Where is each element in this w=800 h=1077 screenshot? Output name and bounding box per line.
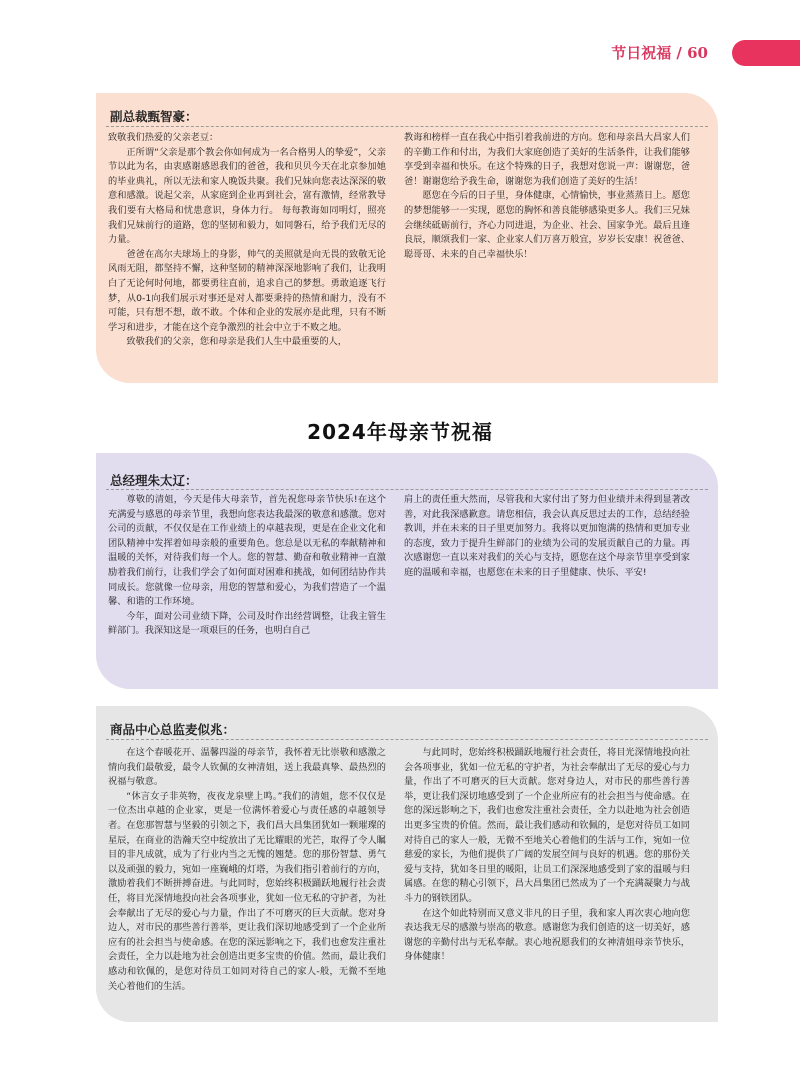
paragraph: 尊敬的清姐，今天是伟大母亲节，首先祝您母亲节快乐!在这个充满爱与感恩的母亲节里，我想向您表达我最深的敬意和感激。您对公司的贡献，不仅仅是在工作业绩上的卓越表现，更是在企业文化和团队精神中发挥着如母亲般的重要角色。您总是以无私的奉献精神和温暖的关怀，对待我们每一个人。您的智慧、勤奋和敬业精神一直激励着我们前行，让我们学会了如何面对困难和挑战，如何团结协作共同成长。您就像一位母亲，用您的智慧和爱心，为我们营造了一个温馨、和谐的工作环境。 [108,494,386,608]
dashed-divider [106,126,708,127]
section-title: 2024年母亲节祝福 [307,420,493,444]
greeting-panel-vice-president [96,93,718,383]
header-accent-pill [732,40,800,66]
left-column [108,131,386,350]
paragraph: 与此同时，您始终积极踊跃地履行社会责任，将目光深情地投向社会各项事业，犹如一位无私的守护者，为社会奉献出了无尽的爱心与力量，作出了不可磨灭的巨大贡献。您对身边人，对市民的那些善行善举，更让我们深切地感受到了一个企业所应有的社会担当与使命感。在您的深远影响之下，我们也愈发注重社会责任，全力以赴地为社会创造出更多宝贵的价值。然而，最让我们感动和钦佩的，是您对待员工如同对待自己的家人一般，无微不至地关心着他们的生活与工作，宛如一位慈爱的家长，为他们提供了广阔的发展空间与良好的机遇。您的那份关爱与支持，犹如冬日里的暖阳，让员工们深深地感受到了家的温暖与归属感。在您的精心引领下，昌大昌集团已然成为了一个充满凝聚力与战斗力的钢铁团队。 [404,747,690,904]
greeting-panel-general-manager [96,453,718,689]
paragraph: 在这个如此特别而又意义非凡的日子里，我和家人再次衷心地向您表达我无尽的感激与崇高的敬意。感谢您为我们创造的这一切美好，感谢您的辛勤付出与无私奉献。衷心地祝愿我们的女神清姐母亲节快乐，身体健康！ [404,907,690,963]
paragraph: 正所谓“父亲是那个教会你如何成为一名合格男人的挚爱”，父亲节以此为名，由衷感谢感恩我们的爸爸，我和贝贝今天在北京参加她的毕业典礼，所以无法和家人晚饭共聚。我们兄妹向您表达深深的敬意和感激。说起父亲，从家庭到企业再到社会，富有激情，经常教导我们要有大格局和忧患意识，身体力行。 每每教诲如同明灯，照亮我们兄妹前行的道路，您的坚韧和毅力，如同磐石，给予我们无尽的力量。 [108,146,386,246]
paragraph: 爸爸在高尔夫球场上的身影，帅气的美照就是向无畏的致敬无论风雨无阻，都坚持不懈，这种坚韧的精神深深地影响了我们，让我明白了无论何时何地，都要勇往直前，追求自己的梦想。勇敢追逐飞行梦，从0-1向我们展示对事还是对人都要秉持的热情和耐力，没有不可能，只有想不想，敢不敢。个体和企业的发展亦是此理，只有不断学习和进步，才能在这个竞争激烈的社会中立于不败之地。 [108,248,386,333]
paragraph: 致敬我们热爱的父亲老豆： [108,132,219,143]
paragraph: 肩上的责任重大然而，尽管我和大家付出了努力但业绩并未得到显著改善，对此我深感歉意。请您相信，我会认真反思过去的工作，总结经验教训，并在未来的日子里更加努力。我将以更加饱满的热情和更加专业的态度，致力于提升生鲜部门的业绩为公司的发展贡献自己的力量。再次感谢您一直以来对我们的关心与支持，愿您在这个母亲节里享受到家庭的温暖和幸福，也愿您在未来的日子里健康、快乐、平安! [404,494,690,578]
page-title: 节日祝福 / 60 [611,44,708,62]
dashed-divider [106,739,708,740]
panel-heading: 副总裁甄智豪： [110,109,198,124]
dashed-divider [106,489,708,490]
paragraph: 今年，面对公司业绩下降，公司及时作出经营调整，让我主管生鲜部门。我深知这是一项艰巨的任务，也明白自己 [108,610,386,637]
paragraph: “休言女子非英物，夜夜龙泉壁上鸣。”我们的清姐，您不仅仅是一位杰出卓越的企业家，更是一位满怀着爱心与责任感的卓越领导者。在您那智慧与坚毅的引领之下，我们昌大昌集团犹如一颗璀璨的星辰，在商业的浩瀚天空中绽放出了无比耀眼的光芒，取得了令人瞩目的非凡成就，成为了行业内当之无愧的翘楚。您的那份智慧、勇气以及顽强的毅力，宛如一座巍峨的灯塔，为我们指引着前行的方向，激励着我们不断拼搏奋进。与此同时，您始终积极踊跃地履行社会责任，将目光深情地投向社会各项事业，犹如一位无私的守护者，为社会奉献出了无尽的爱心与力量，作出了不可磨灭的巨大贡献。您对身边人，对市民的那些善行善举，更让我们深切地感受到了一个企业所应有的社会担当与使命感。在您的深远影响之下，我们也愈发注重社会责任，全力以赴地为社会创造出更多宝贵的价值。然而，最让我们感动和钦佩的，是您对待员工如同对待自己的家人-般，无微不至地关心着他们的生活。 [108,790,386,992]
panel-heading: 总经理朱太辽： [110,473,198,488]
greeting-panel-merchandise-director [96,706,718,1022]
left-column [108,746,386,994]
paragraph: 在这个春暖花开、温馨四溢的母亲节，我怀着无比崇敬和感激之情向我们最敬爱，最令人钦佩的女神清姐，送上我最真挚、最热烈的祝福与敬意。 [108,747,386,788]
paragraph: 愿您在今后的日子里，身体健康，心情愉快，事业蒸蒸日上。愿您的梦想能够一一实现，愿您的胸怀和善良能够感染更多人。我们三兄妹会继续砥砺前行，齐心力同进退，为企业、社会、国家争光。最后且逢良辰，顺颂我们一家、企业家人们万喜万般宜，岁岁长安康！祝爸爸、聪哥哥、未来的自己幸福快乐！ [404,190,690,260]
paragraph: 致敬我们的父亲，您和母亲是我们人生中最重要的人， [126,336,347,348]
paragraph: 教诲和榜样一直在我心中指引着我前进的方向。您和母亲昌大昌家人们的辛勤工作和付出，为我们大家庭创造了美好的生活条件，让我们能够享受到幸福和快乐。在这个特殊的日子，我想对您说一声：谢谢您，爸爸！谢谢您给予我生命，谢谢您为我们创造了美好的生活！ [404,132,690,187]
right-column [404,131,690,262]
left-column [108,493,386,639]
right-column [404,746,690,965]
panel-heading: 商品中心总监麦似兆： [110,722,236,737]
right-column [404,493,690,581]
